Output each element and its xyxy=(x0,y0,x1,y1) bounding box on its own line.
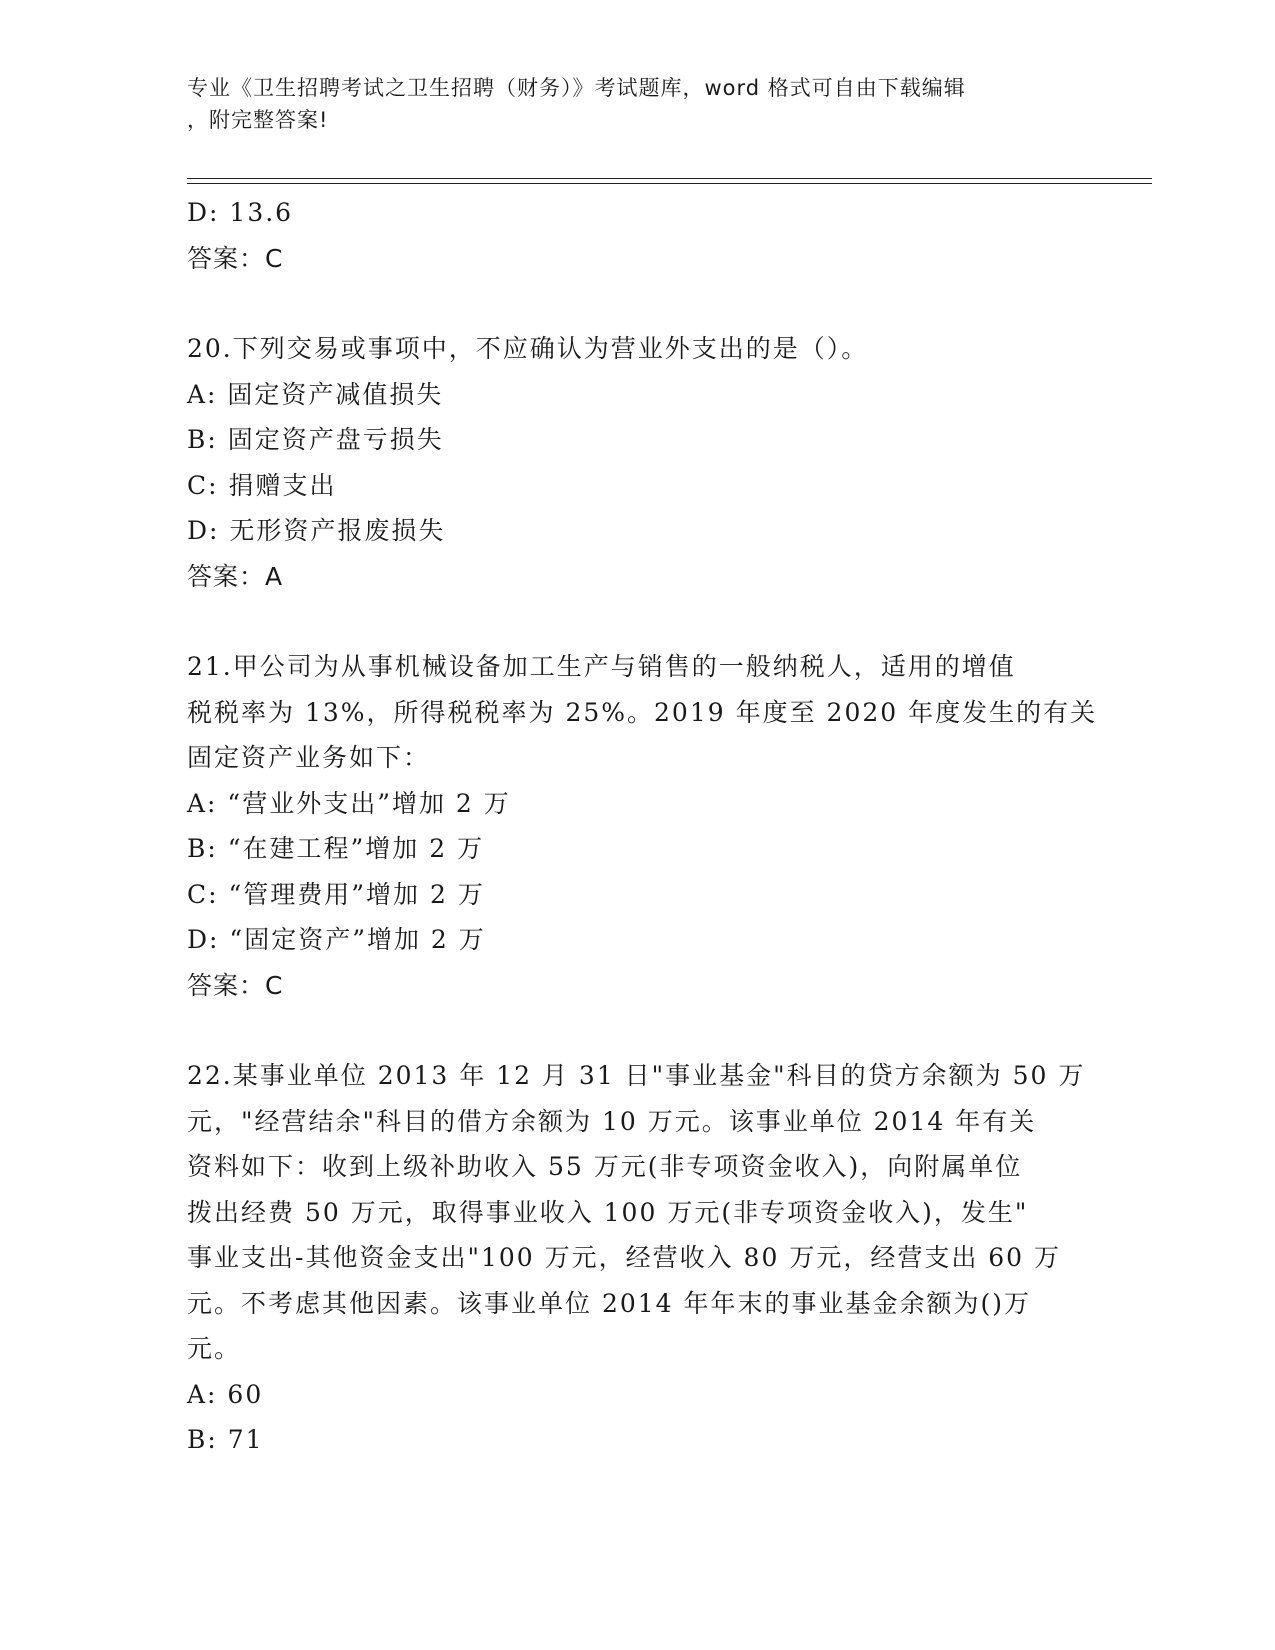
page-header xyxy=(187,72,1067,136)
question-stem-line-1: 21.甲公司为从事机械设备加工生产与销售的一般纳税人，适用的增值 xyxy=(187,652,1016,681)
question-stem-line-3: 固定资产业务如下： xyxy=(187,743,431,772)
option-d: D: “固定资产”增加 2 万 xyxy=(187,925,486,954)
option-b: B: “在建工程”增加 2 万 xyxy=(187,834,485,863)
header-line-2: ，附完整答案! xyxy=(187,108,329,132)
question-stem-line-5: 事业支出-其他资金支出"100 万元，经营收入 80 万元，经营支出 60 万 xyxy=(187,1243,1062,1272)
spacer xyxy=(187,1008,1087,1053)
option-c: C: 捐赠支出 xyxy=(187,470,337,500)
option-b: B: 固定资产盘亏损失 xyxy=(187,425,444,454)
option-a: A: 60 xyxy=(187,1379,264,1409)
answer-line: 答案：A xyxy=(187,561,284,591)
option-c: C: “管理费用”增加 2 万 xyxy=(187,879,485,909)
option-a: A: “营业外支出”增加 2 万 xyxy=(187,788,511,818)
question-stem-line-3: 资料如下：收到上级补助收入 55 万元(非专项资金收入)，向附属单位 xyxy=(187,1152,1023,1181)
header-line-1: 专业《卫生招聘考试之卫生招聘（财务）》考试题库，word 格式可自由下载编辑 xyxy=(187,76,966,100)
answer-line: 答案：C xyxy=(187,243,284,273)
document-body xyxy=(187,190,1098,1463)
answer-line: 答案：C xyxy=(187,970,284,1000)
option-b: B: 71 xyxy=(187,1425,264,1454)
question-stem-line-6: 元。不考虑其他因素。该事业单位 2014 年年末的事业基金余额为()万 xyxy=(187,1288,1032,1318)
option-a: A: 固定资产减值损失 xyxy=(187,379,444,409)
spacer xyxy=(187,599,1087,644)
option-d: D: 无形资产报废损失 xyxy=(187,516,446,545)
question-stem-line-2: 元，"经营结余"科目的借方余额为 10 万元。该事业单位 2014 年有关 xyxy=(187,1106,1037,1136)
header-divider xyxy=(187,178,1152,184)
question-stem-line-1: 22.某事业单位 2013 年 12 月 31 日"事业基金"科目的贷方余额为 50 万 xyxy=(187,1061,1086,1090)
option-d: D: 13.6 xyxy=(187,198,294,227)
question-20 xyxy=(187,326,1087,599)
question-stem-line-4: 拨出经费 50 万元，取得事业收入 100 万元(非专项资金收入)，发生" xyxy=(187,1197,1029,1227)
question-stem-line-7: 元。 xyxy=(187,1334,242,1363)
question-stem-line-2: 税税率为 13%，所得税税率为 25%。2019 年度至 2020 年度发生的有关 xyxy=(187,697,1098,727)
spacer xyxy=(187,281,1087,326)
question-21 xyxy=(187,644,1098,1008)
question-stem: 20.下列交易或事项中，不应确认为营业外支出的是（）。 xyxy=(187,334,869,363)
previous-question-tail xyxy=(187,190,1087,281)
question-22 xyxy=(187,1053,1087,1463)
